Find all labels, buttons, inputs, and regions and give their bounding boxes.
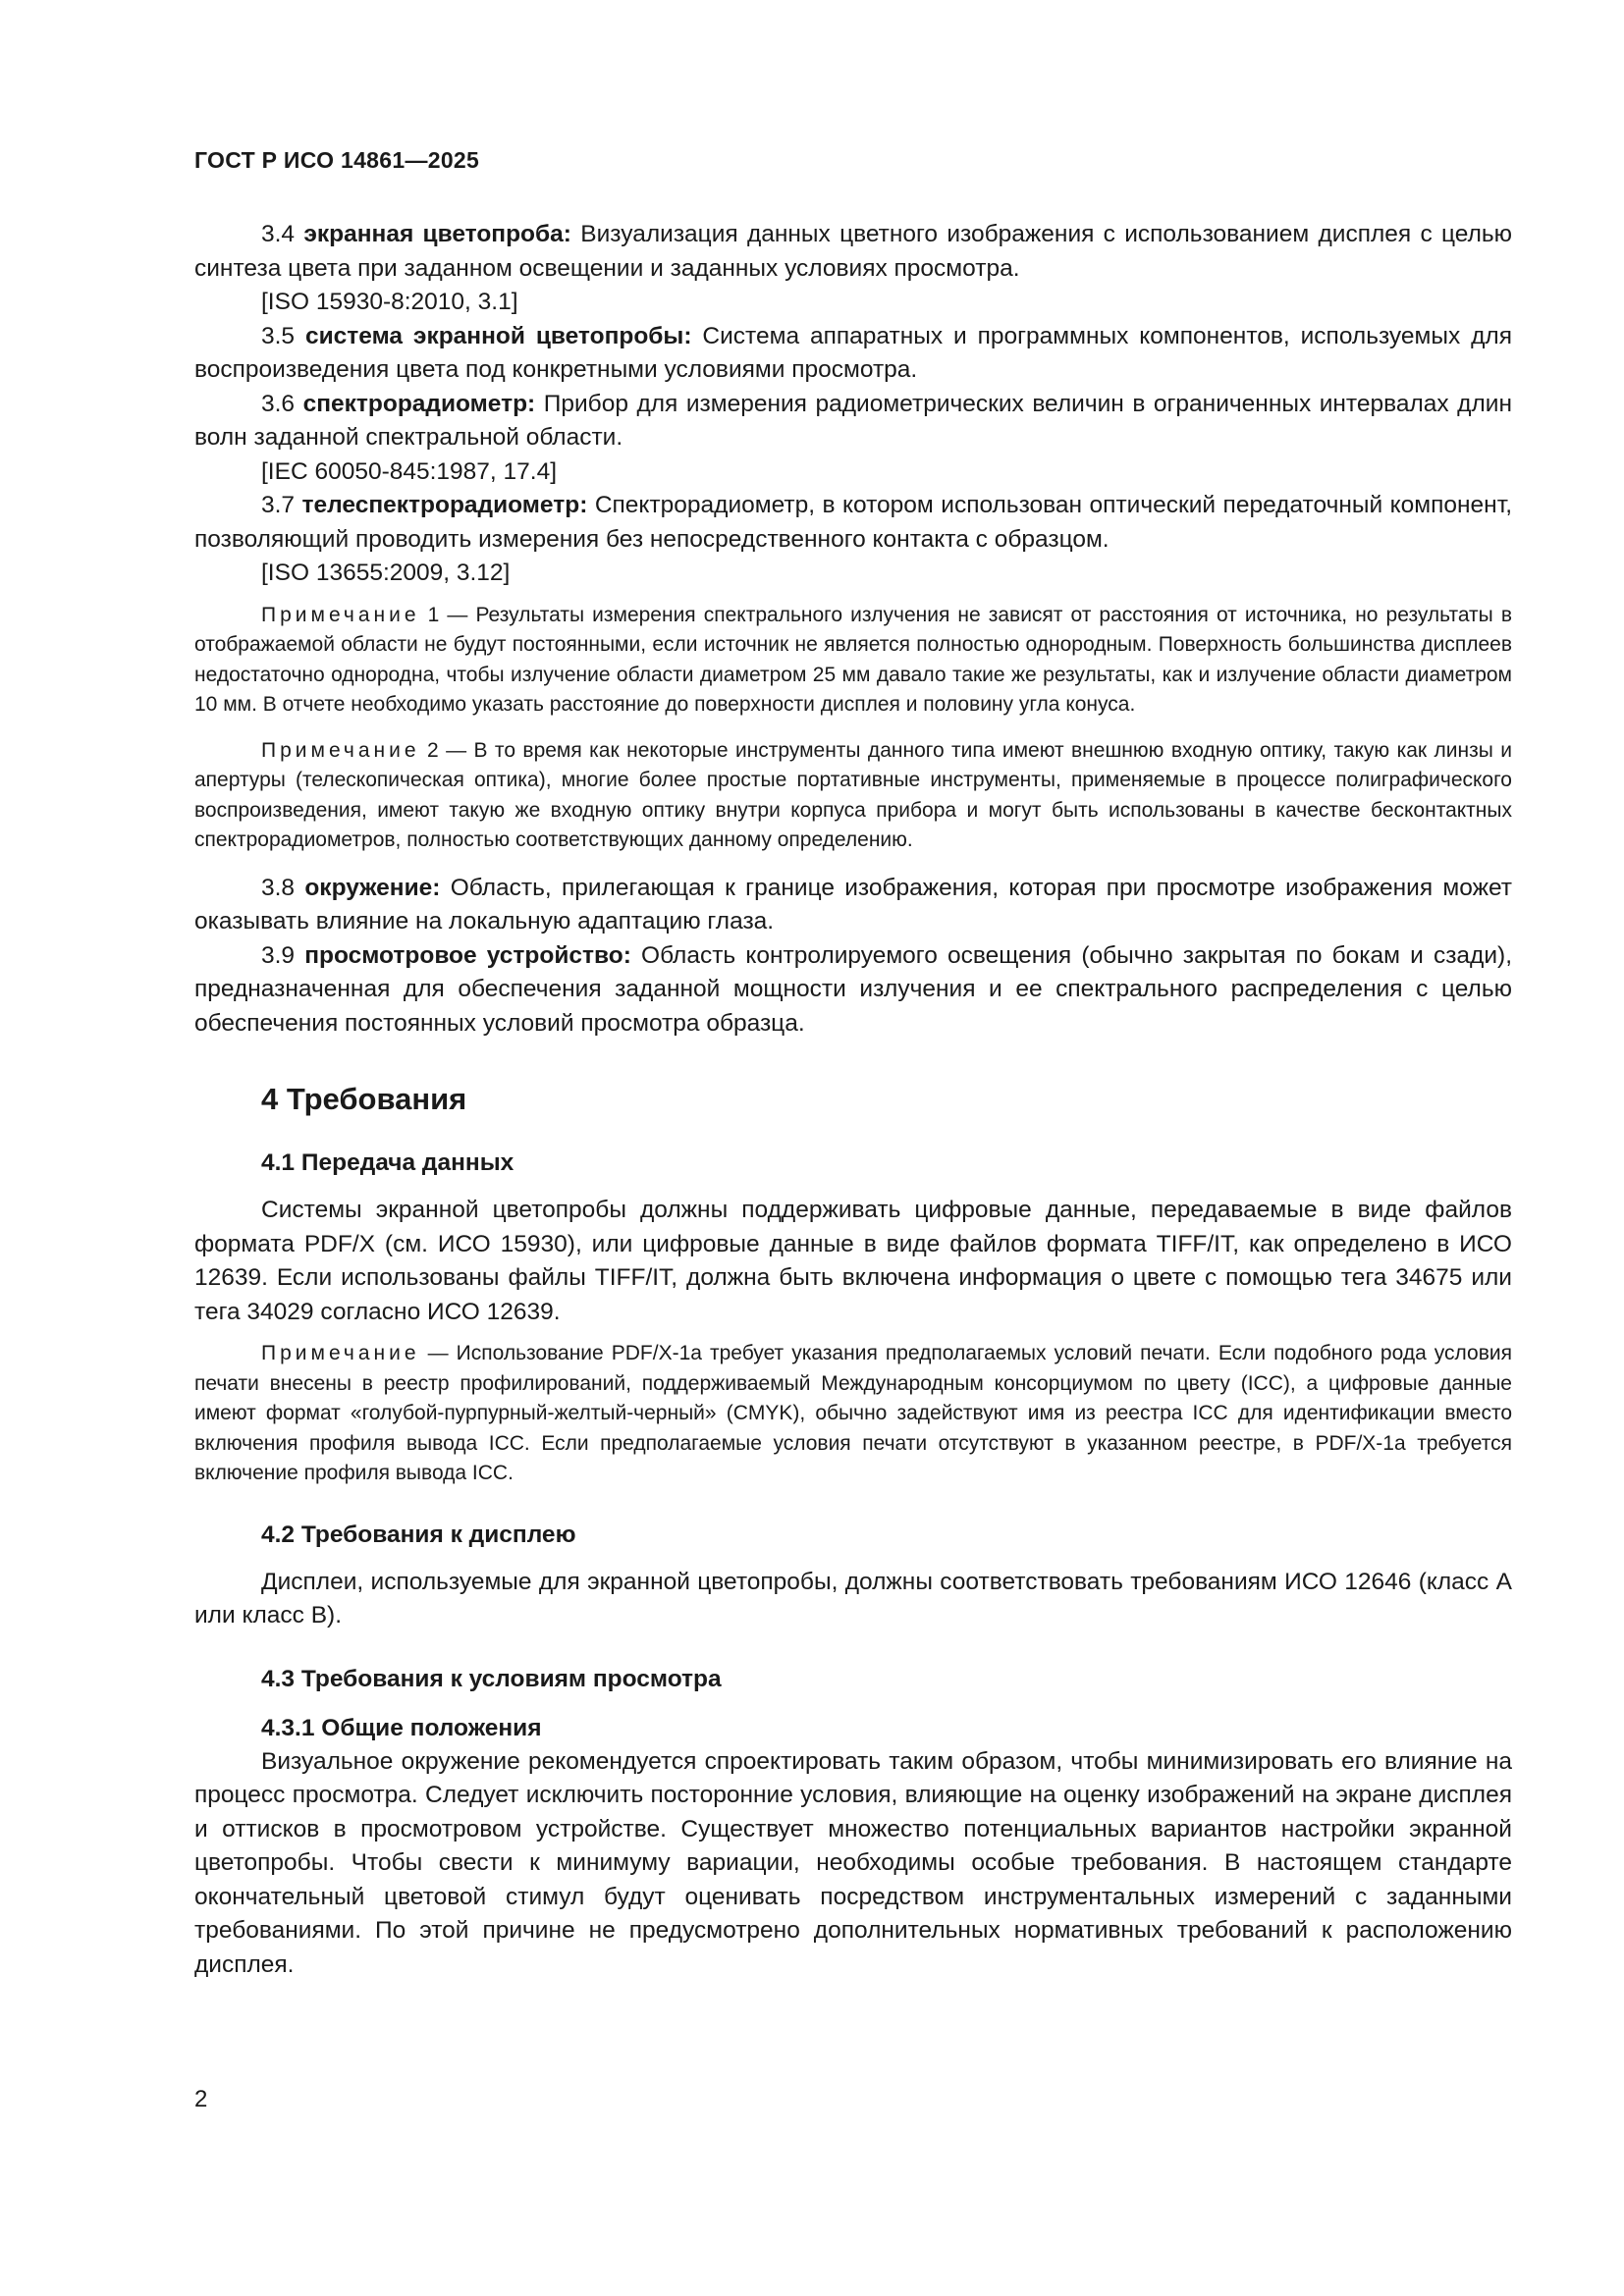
definition-3-4 — [194, 218, 1512, 286]
page-content — [194, 218, 1512, 1982]
note-label: Примечание — [261, 603, 420, 626]
definition-number: 3.6 — [261, 390, 296, 417]
definition-3-5 — [194, 320, 1512, 388]
definition-term: экранная цветопроба: — [303, 221, 571, 247]
note-number: 1 — [427, 603, 440, 626]
note-number: 2 — [426, 738, 439, 762]
definition-3-7 — [194, 489, 1512, 557]
section-4-1-text: Системы экранной цветопробы должны поддерживать цифровые данные, передаваемые в виде файлов формата PDF/X (см. ИСО 15930), или цифровые данные в виде файлов формата TIFF/IT, как определено в ИСО 12639. Если использованы файлы TIFF/IT, должна быть включена информация о цвете с помощью тега 34675 или тега 34029 согласно ИСО 12639. — [194, 1197, 1512, 1325]
note-text: — В то время как некоторые инструменты данного типа имеют внешнюю входную оптику, такую как линзы и апертуры (телескопическая оптика), многие более простые портативные инструменты, применяемые в процессе полиграфического воспроизведения, имеют такую же входную оптику внутри корпуса прибора и могут быть использованы в качестве бесконтактных спектрорадиометров, полностью соответствующих данному определению. — [194, 738, 1512, 851]
definition-3-9 — [194, 939, 1512, 1041]
note-text: — Использование PDF/X-1a требует указания предполагаемых условий печати. Если подобного рода условия печати внесены в реестр профилирований, поддерживаемый Международным консорциумом по цвету (ICC), а цифровые данные имеют формат «голубой-пурпурный-желтый-черный» (CMYK), обычно задействуют имя из реестра ICC для идентификации вместо включения профиля вывода ICC. Если предполагаемые условия печати отсутствуют в указанном реестре, в PDF/X-1a требуется включение профиля вывода ICC. — [194, 1342, 1512, 1484]
definition-3-6 — [194, 388, 1512, 455]
definition-reference: [IEC 60050-845:1987, 17.4] — [261, 457, 558, 485]
section-4-2-heading: 4.2 Требования к дисплею — [261, 1521, 576, 1548]
section-4-3-1-text: Визуальное окружение рекомендуется спроектировать таким образом, чтобы минимизировать его влияние на процесс просмотра. Следует исключить посторонние условия, влияющие на оценку изображений на экране дисплея и оттисков в просмотровом устройстве. Существует множество потенциальных вариантов настройки экранной цветопробы. Чтобы свести к минимуму вариации, необходимы особые требования. В настоящем стандарте окончательный цветовой стимул будут оценивать посредством инструментальных измерений с заданными требованиями. По этой причине не предусмотрено дополнительных нормативных требований к расположению дисплея. — [194, 1747, 1512, 1978]
note-label: Примечание — [261, 738, 420, 762]
definition-term: система экранной цветопробы: — [304, 322, 692, 349]
document-header: ГОСТ Р ИСО 14861—2025 — [194, 147, 480, 173]
definition-reference: [ISO 13655:2009, 3.12] — [261, 560, 511, 586]
note-label: Примечание — [261, 1342, 420, 1364]
section-4-2-text: Дисплеи, используемые для экранной цветопробы, должны соответствовать требованиям ИСО 12646 (класс А или класс В). — [194, 1568, 1512, 1629]
definition-number: 3.5 — [261, 322, 296, 349]
definition-number: 3.8 — [261, 874, 296, 901]
definition-reference: [ISO 15930-8:2010, 3.1] — [261, 289, 518, 315]
note-text: — Результаты измерения спектрального излучения не зависят от расстояния от источника, но результаты в отображаемой области не будут постоянными, если источник не является полностью однородным. Поверхность большинства дисплеев недостаточно однородна, чтобы излучение области диаметром 25 мм давало такие же результаты, как и излучение области диаметром 10 мм. В отчете необходимо указать расстояние до поверхности дисплея и половину угла конуса. — [194, 603, 1512, 716]
definition-3-8 — [194, 872, 1512, 939]
section-4-1-heading: 4.1 Передача данных — [261, 1149, 514, 1176]
section-4-heading: 4 Требования — [261, 1082, 467, 1116]
definition-number: 3.7 — [261, 492, 296, 518]
definition-text: Область контролируемого освещения (обычно закрытая по бокам и сзади), предназначенная для обеспечения заданной мощности излучения и ее спектрального распределения с целью обеспечения постоянных условий просмотра образца. — [194, 941, 1513, 1037]
note-1 — [194, 601, 1512, 721]
definition-term: окружение: — [304, 874, 441, 901]
page-number: 2 — [194, 2086, 208, 2112]
definition-number: 3.9 — [261, 941, 296, 969]
definition-text: Спектрорадиометр, в котором использован оптический передаточный компонент, позволяющий проводить измерения без непосредственного контакта с образцом. — [194, 492, 1513, 553]
section-4-3-heading: 4.3 Требования к условиям просмотра — [261, 1665, 722, 1692]
definition-text: Визуализация данных цветного изображения с использованием дисплея с целью синтеза цвета при заданном освещении и заданных условиях просмотра. — [194, 221, 1513, 282]
definition-term: спектрорадиометр: — [302, 390, 536, 417]
section-4-1-note — [194, 1339, 1512, 1489]
definition-text: Прибор для измерения радиометрических величин в ограниченных интервалах длин волн заданной спектральной области. — [194, 390, 1512, 451]
note-2 — [194, 736, 1512, 856]
definition-text: Область, прилегающая к границе изображения, которая при просмотре изображения может оказывать влияние на локальную адаптацию глаза. — [194, 874, 1513, 934]
definition-text: Система аппаратных и программных компонентов, используемых для воспроизведения цвета под конкретными условиями просмотра. — [194, 322, 1512, 383]
definition-number: 3.4 — [261, 221, 296, 247]
section-4-3-1-heading: 4.3.1 Общие положения — [261, 1714, 542, 1741]
definition-term: телеспектрорадиометр: — [301, 492, 588, 518]
definition-term: просмотровое устройство: — [304, 941, 631, 969]
